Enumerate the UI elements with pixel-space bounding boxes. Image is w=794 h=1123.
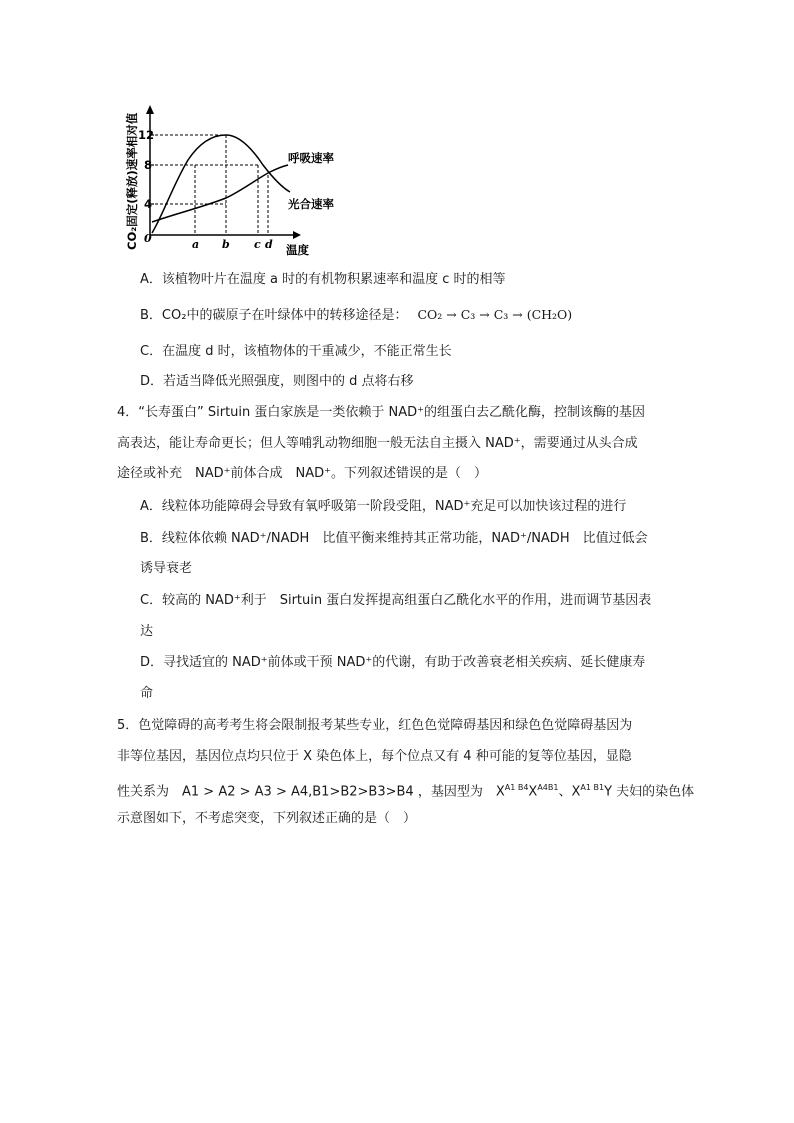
q3-option-b-text: B．CO₂中的碳原子在叶绿体中的转移途径是： bbox=[140, 308, 408, 323]
rate-temperature-figure bbox=[118, 100, 358, 260]
x-tick-a: a bbox=[192, 238, 200, 251]
q4-option-a: A．线粒体功能障碍会导致有氧呼吸第一阶段受阻，NAD⁺充足可以加快该过程的进行 bbox=[140, 499, 627, 514]
genotype-superscript-3: A1 B1 bbox=[580, 783, 605, 792]
q4-option-b-line2: 诱导衰老 bbox=[140, 561, 193, 576]
q4-option-c-line2: 达 bbox=[140, 624, 154, 639]
q4-option-d-line2: 命 bbox=[140, 686, 154, 701]
q5-line3-text-a: 性关系为 A1 > A2 > A3 > A4,B1>B2>B3>B4 ，基因型为 X bbox=[117, 784, 505, 800]
genotype-superscript-1: A1 B4 bbox=[504, 783, 529, 792]
respiration-label: 呼吸速率 bbox=[288, 151, 334, 165]
figure-svg bbox=[118, 100, 358, 260]
x-tick-c: c bbox=[254, 238, 261, 251]
x-tick-b: b bbox=[222, 238, 230, 251]
guide-lines bbox=[150, 135, 268, 235]
x-axis-label: 温度 bbox=[286, 243, 309, 257]
photosynthesis-label: 光合速率 bbox=[288, 197, 334, 211]
q4-option-c-line1: C．较高的 NAD⁺利于 Sirtuin 蛋白发挥提高组蛋白乙酰化水平的作用，进而调节基因表 bbox=[140, 593, 652, 608]
q3-option-b bbox=[140, 304, 572, 327]
q5-line3-text-b: X bbox=[528, 784, 538, 800]
q3-option-c: C．在温度 d 时，该植物体的干重减少，不能正常生长 bbox=[140, 344, 452, 359]
y-axis-label: CO₂固定(释放)速率相对值 bbox=[125, 112, 139, 250]
x-axis-arrow bbox=[293, 231, 301, 239]
q4-stem-line1: 4．“长寿蛋白” Sirtuin 蛋白家族是一类依赖于 NAD⁺的组蛋白去乙酰化酶，控制该酶的基因 bbox=[117, 405, 646, 420]
y-tick-12: 12 bbox=[138, 128, 155, 142]
origin-label: 0 bbox=[144, 232, 152, 245]
x-tick-d: d bbox=[265, 238, 273, 251]
y-tick-4: 4 bbox=[144, 197, 153, 211]
q5-line3-text-d: Y 夫妇的染色体 bbox=[604, 784, 695, 800]
q4-stem-line3: 途径或补充 NAD⁺前体合成 NAD⁺。下列叙述错误的是（ ） bbox=[117, 466, 487, 481]
q4-stem-line2: 高表达，能让寿命更长；但人等哺乳动物细胞一般无法自主摄入 NAD⁺，需要通过从头合成 bbox=[117, 436, 638, 451]
q4-option-d-line1: D．寻找适宜的 NAD⁺前体或干预 NAD⁺的代谢，有助于改善衰老相关疾病、延长健康寿 bbox=[140, 655, 646, 670]
q5-stem-line2: 非等位基因，基因位点均只位于 X 染色体上，每个位点又有 4 种可能的复等位基因，显隐 bbox=[117, 749, 632, 764]
respiration-curve bbox=[152, 135, 290, 233]
y-axis-arrow bbox=[146, 105, 154, 114]
q4-option-b-line1: B．线粒体依赖 NAD⁺/NADH 比值平衡来维持其正常功能，NAD⁺/NADH 比值过低会 bbox=[140, 531, 648, 546]
q3-option-d: D．若适当降低光照强度，则图中的 d 点将右移 bbox=[140, 374, 414, 389]
q5-stem-line3 bbox=[117, 777, 694, 803]
q5-stem-line1: 5．色觉障碍的高考考生将会限制报考某些专业，红色色觉障碍基因和绿色色觉障碍基因为 bbox=[117, 718, 633, 733]
q3-option-a: A．该植物叶片在温度 a 时的有机物积累速率和温度 c 时的相等 bbox=[140, 272, 506, 287]
carbon-pathway-formula: CO₂ → C₃ → C₃ → (CH₂O) bbox=[417, 307, 573, 322]
photosynthesis-curve bbox=[152, 165, 288, 222]
q5-line3-text-c: 、X bbox=[558, 784, 581, 800]
q5-stem-line4: 示意图如下，不考虑突变，下列叙述正确的是（ ） bbox=[117, 811, 417, 826]
y-tick-8: 8 bbox=[144, 158, 153, 172]
genotype-superscript-2: A4B1 bbox=[537, 783, 559, 792]
